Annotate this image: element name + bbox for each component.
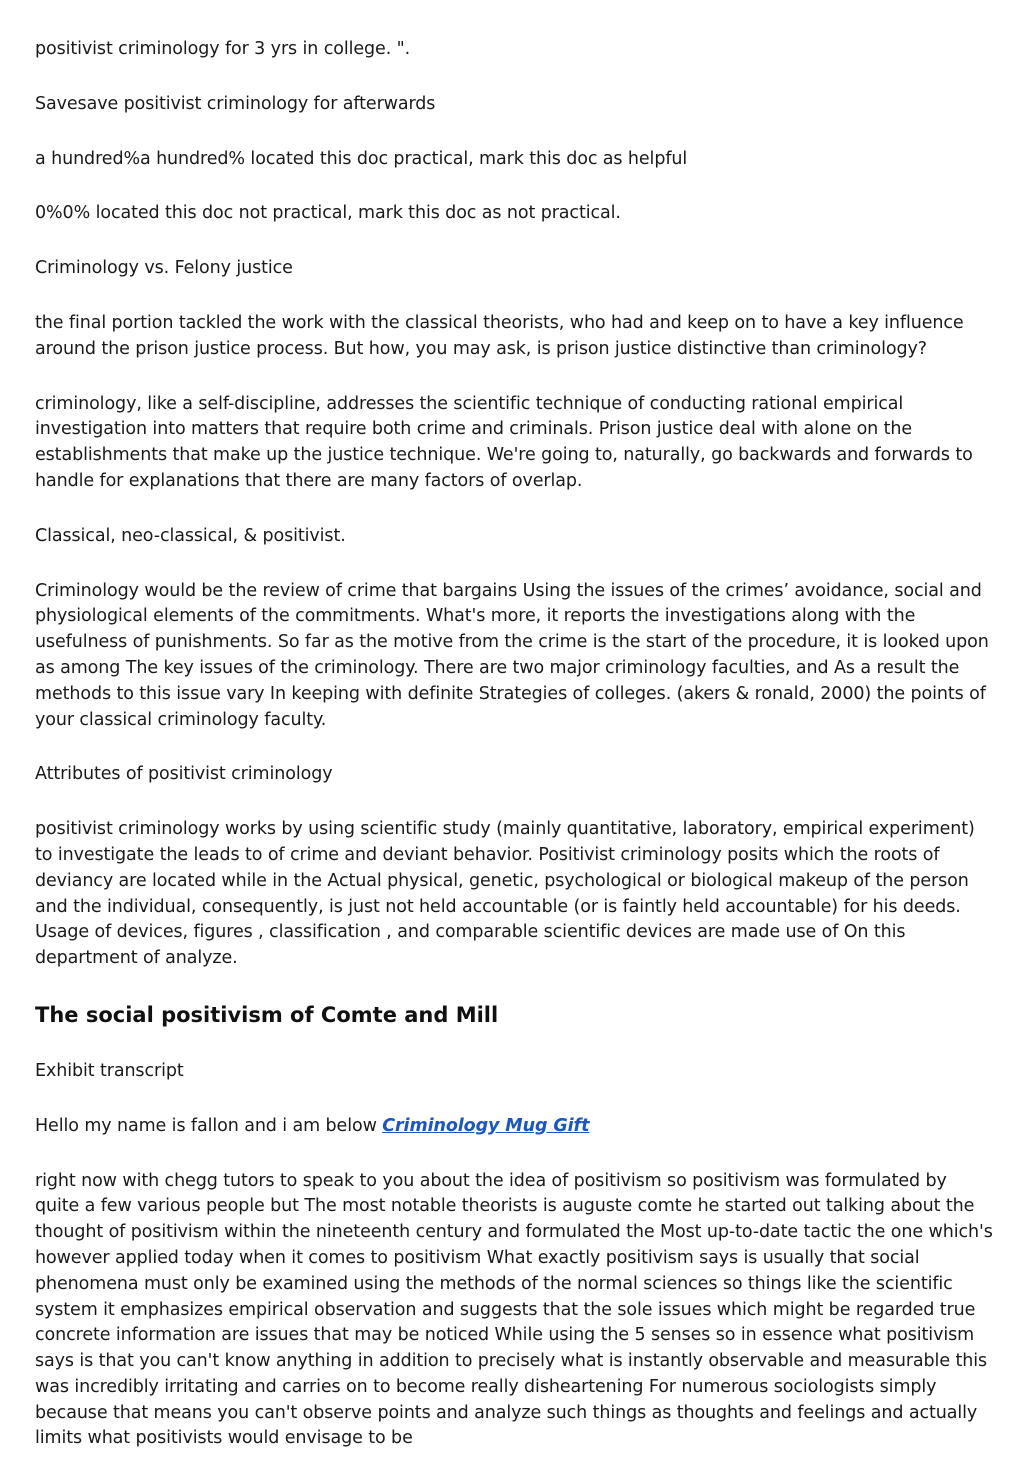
paragraph-save-note: Savesave positivist criminology for afterwards — [35, 93, 436, 114]
criminology-mug-gift-link[interactable]: Criminology Mug Gift — [382, 1115, 590, 1136]
paragraph-schools-list: Classical, neo-classical, & positivist. — [35, 525, 346, 546]
paragraph-criminology-discipline: criminology, like a self-discipline, addresses the scientific technique of conducting rational empirical investigation into matters that require both crime and criminals. Prison justice deal with alone on the establishments that make up the justice technique. We're going to, naturally, go backwards and forwards to handle for explanations that there are many factors of overlap. — [35, 393, 973, 491]
paragraph-helpful-note: a hundred%a hundred% located this doc practical, mark this doc as helpful — [35, 148, 688, 169]
section-heading: The social positivism of Comte and Mill — [35, 1002, 499, 1027]
paragraph-classical-theorists: the final portion tackled the work with the classical theorists, who had and keep on to have a key influence around the prison justice process. But how, you may ask, is prison justice distinctive than criminology? — [35, 312, 964, 359]
paragraph-transcript: right now with chegg tutors to speak to you about the idea of positivism so positivism was formulated by quite a few various people but The most notable theorists is auguste comte he started out talking about the thought of positivism within the nineteenth century and formulated the Most up-to-date tactic the one which's however applied today when it comes to positivism What exactly positivism says is usually that social phenomena must only be examined using the methods of the normal sciences so things like the scientific system it emphasizes empirical observation and suggests that the sole issues which might be regarded true concrete information are issues that may be noticed While using the 5 senses so in essence what positivism says is that you can't know anything in addition to precisely what is instantly observable and measurable this was incredibly irritating and carries on to become really disheartening For numerous sociologists simply because that means you can't observe points and analyze such things as thoughts and feelings and actually limits what positivists would envisage to be — [35, 1170, 993, 1449]
paragraph-exhibit-label: Exhibit transcript — [35, 1060, 184, 1081]
paragraph-greeting — [35, 1114, 995, 1140]
document-body — [35, 37, 995, 1481]
paragraph-attributes-title: Attributes of positivist criminology — [35, 764, 333, 785]
greeting-text: Hello my name is fallon and i am below — [35, 1115, 383, 1136]
paragraph-positivist-description: positivist criminology works by using scientific study (mainly quantitative, laboratory, empirical experiment) to investigate the leads to of crime and deviant behavior. Positivist criminology posits which the roots of deviancy are located while in the Actual physical, genetic, psychological or biological makeup of the person and the individual, consequently, is just not held accountable (or is faintly held accountable) for his deeds. Usage of devices, figures , classification , and comparable scientific devices are made use of On this department of analyze. — [35, 819, 975, 969]
paragraph-criminology-review: Criminology would be the review of crime that bargains Using the issues of the crimes’ avoidance, social and physiological elements of the commitments. What's more, it reports the investigations along with the usefulness of punishments. So far as the motive from the crime is the start of the procedure, it is looked upon as among The key issues of the criminology. There are two major criminology faculties, and As a result the methods to this issue vary In keeping with definite Strategies of colleges. (akers & ronald, 2000) the points of your classical criminology faculty. — [35, 580, 989, 730]
paragraph-criminology-vs-justice: Criminology vs. Felony justice — [35, 258, 293, 279]
paragraph-intro-fragment: positivist criminology for 3 yrs in college. ". — [35, 39, 411, 59]
paragraph-not-helpful-note: 0%0% located this doc not practical, mark this doc as not practical. — [35, 203, 621, 224]
